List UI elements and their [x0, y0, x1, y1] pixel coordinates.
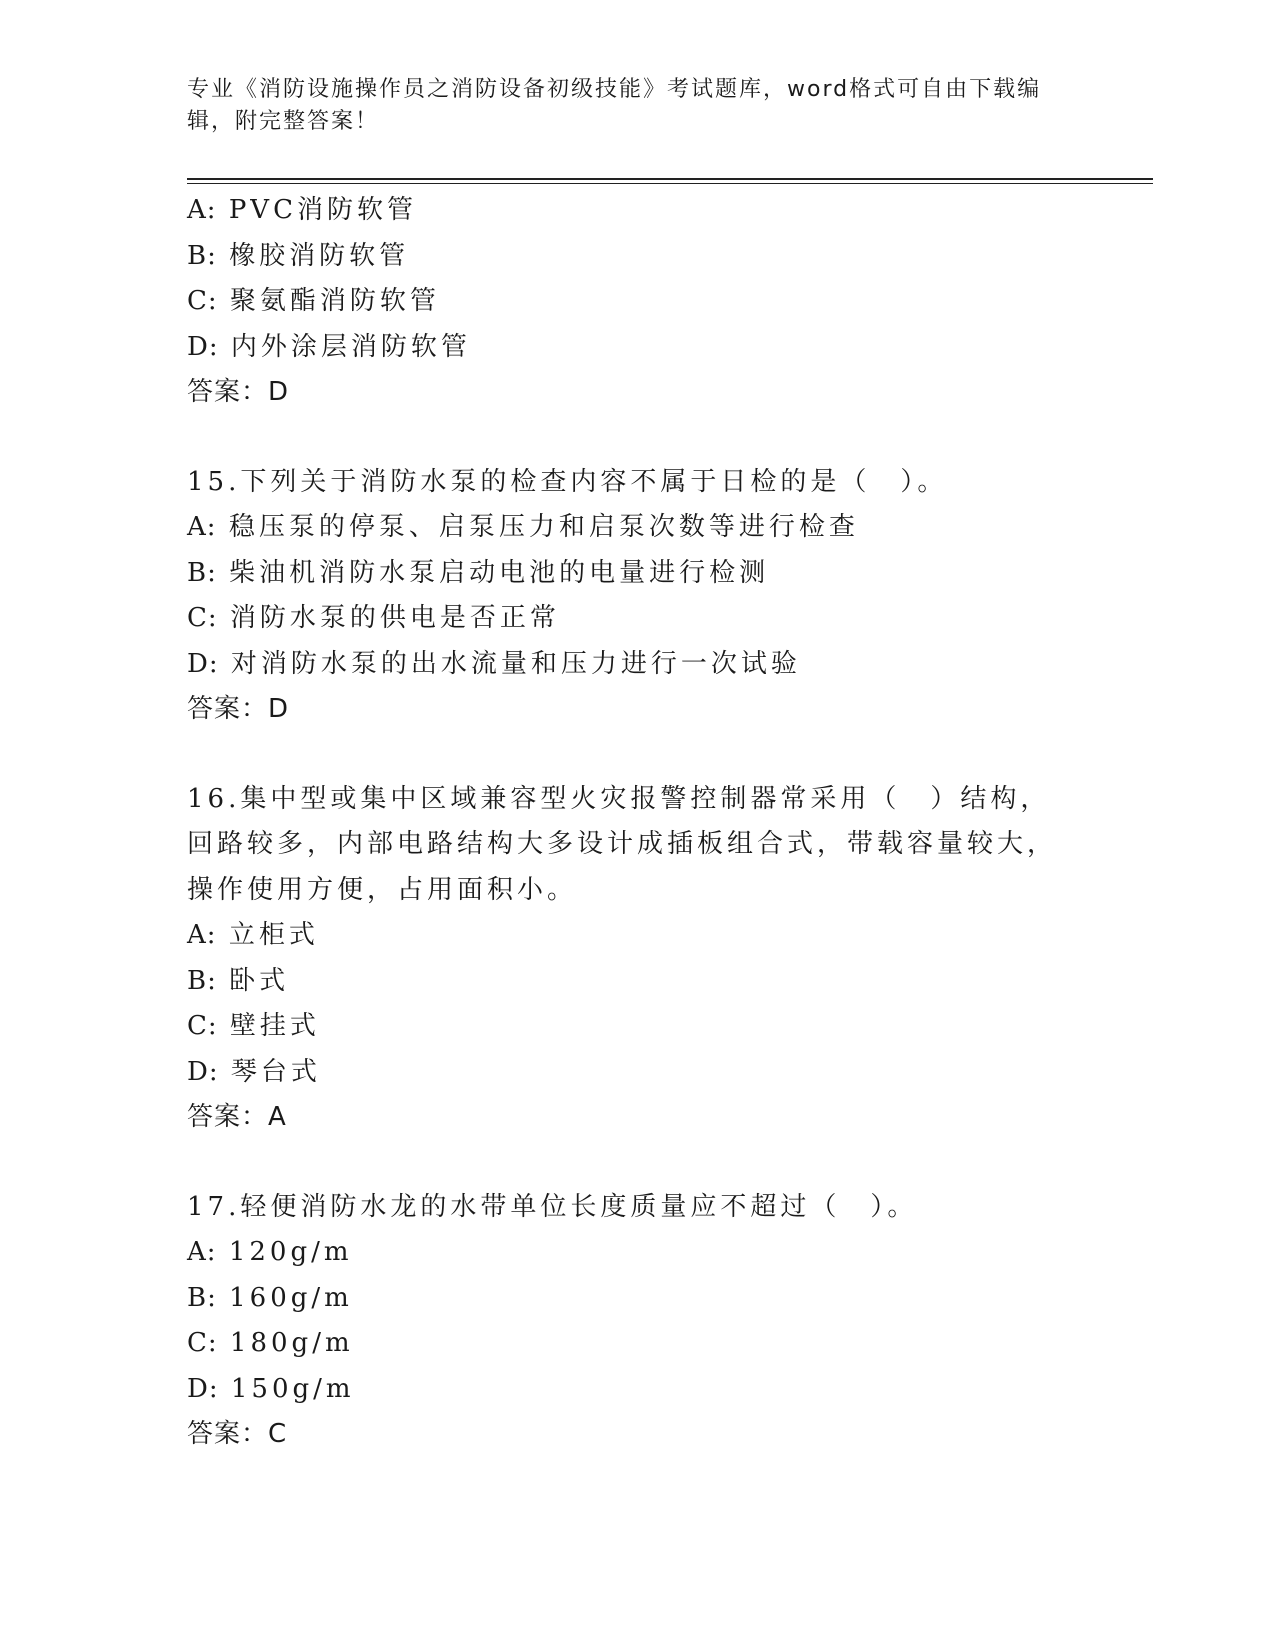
option-d: D: 琴台式 [187, 1056, 321, 1087]
header-divider-thin [187, 183, 1153, 184]
option-a: A: 立柜式 [187, 920, 319, 950]
question-block [187, 777, 1087, 1141]
question-block [187, 188, 1087, 416]
option-b: B: 160g/m [187, 1282, 353, 1313]
option-c: C: 聚氨酯消防软管 [187, 286, 440, 316]
option-c: C: 壁挂式 [187, 1011, 320, 1041]
option-a: A: 稳压泵的停泵、启泵压力和启泵次数等进行检查 [187, 512, 859, 542]
question-text: 17.轻便消防水龙的水带单位长度质量应不超过（ ）。 [187, 1191, 918, 1222]
question-list [187, 188, 1087, 1458]
question-text: 16.集中型或集中区域兼容型火灾报警控制器常采用（ ）结构，回路较多，内部电路结构大多设计成插板组合式，带载容量较大，操作使用方便，占用面积小。 [187, 783, 1058, 905]
option-b: B: 柴油机消防水泵启动电池的电量进行检测 [187, 557, 770, 588]
answer-text: 答案：D [187, 694, 290, 724]
document-header: 专业《消防设施操作员之消防设备初级技能》考试题库，word格式可自由下载编辑，附完整答案！ [187, 77, 1042, 134]
option-c: C: 180g/m [187, 1328, 354, 1358]
option-c: C: 消防水泵的供电是否正常 [187, 603, 560, 633]
answer-text: 答案：A [187, 1102, 287, 1132]
option-d: D: 内外涂层消防软管 [187, 331, 471, 362]
option-a: A: 120g/m [187, 1237, 353, 1267]
option-b: B: 卧式 [187, 965, 290, 996]
answer-text: 答案：D [187, 377, 290, 407]
header-divider-thick [187, 178, 1153, 180]
option-d: D: 对消防水泵的出水流量和压力进行一次试验 [187, 648, 801, 679]
question-block [187, 460, 1087, 733]
question-block [187, 1185, 1087, 1458]
option-b: B: 橡胶消防软管 [187, 240, 410, 271]
answer-text: 答案：C [187, 1419, 288, 1449]
option-a: A: PVC消防软管 [187, 195, 417, 225]
question-text: 15.下列关于消防水泵的检查内容不属于日检的是（ ）。 [187, 466, 948, 497]
option-d: D: 150g/m [187, 1373, 355, 1404]
